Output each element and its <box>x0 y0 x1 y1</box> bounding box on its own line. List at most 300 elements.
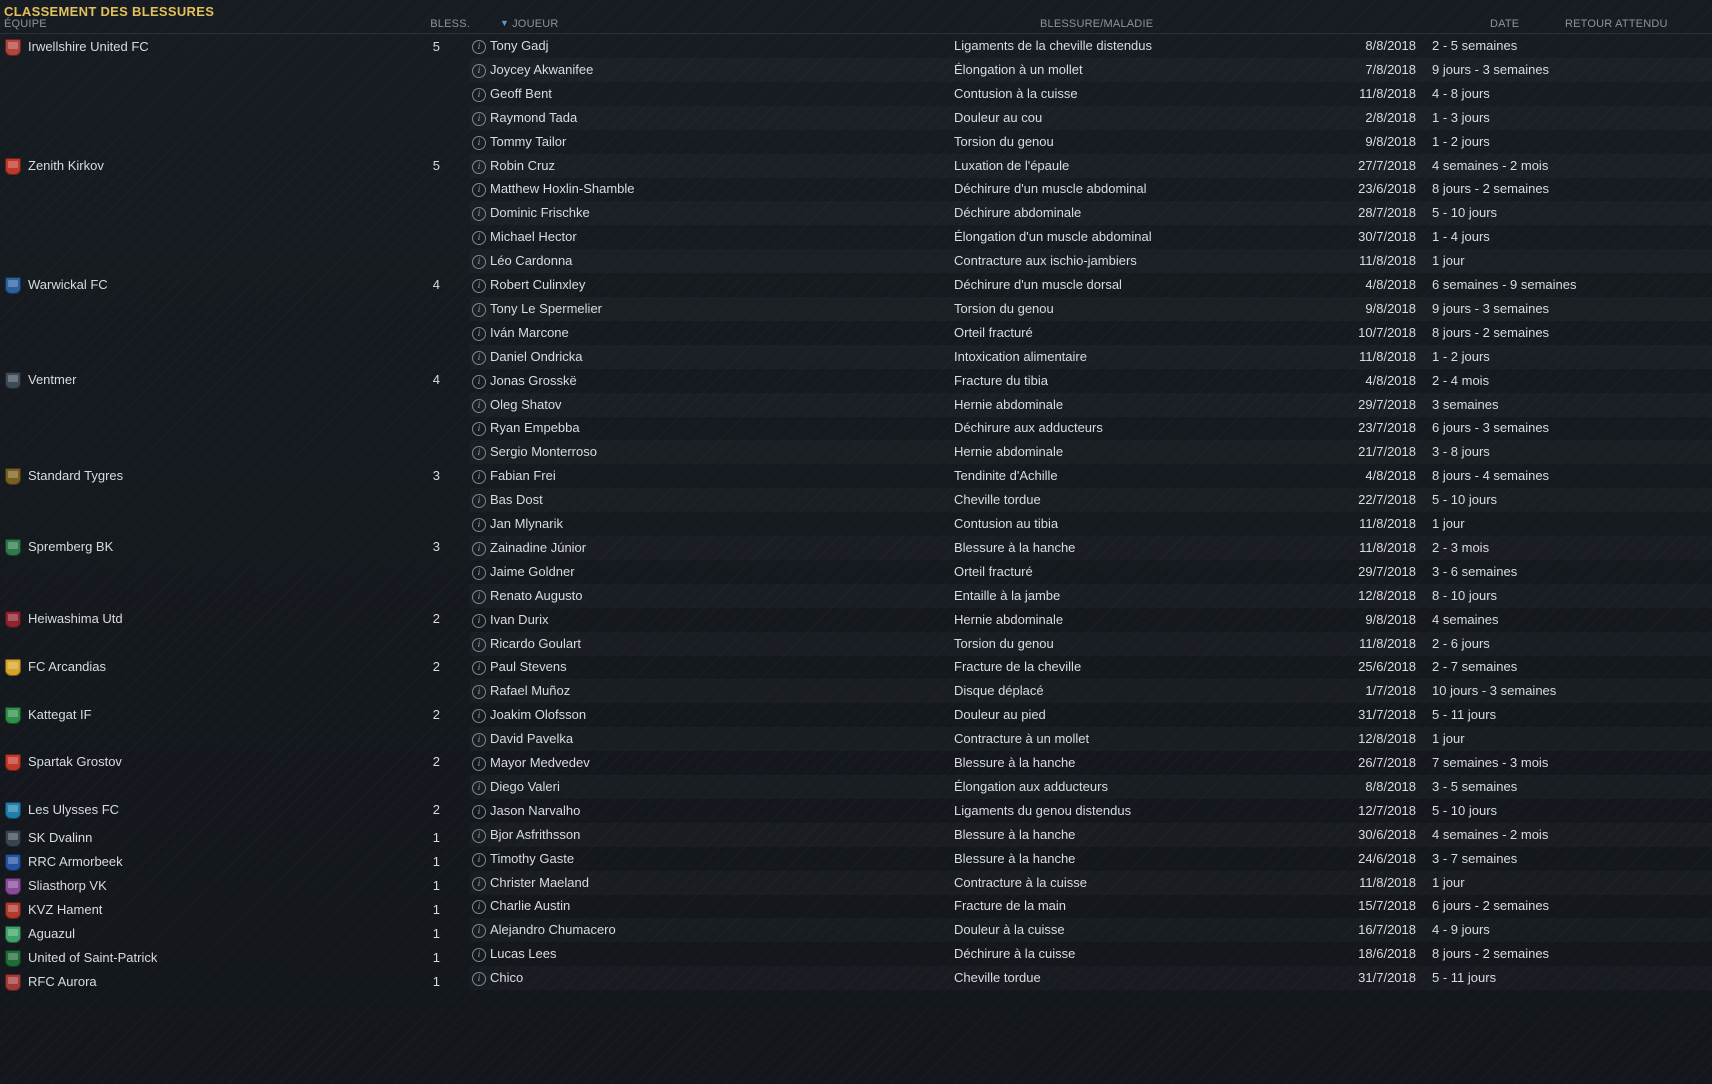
team-injury-count: 3 <box>432 468 440 483</box>
table-row[interactable] <box>470 942 1712 966</box>
player-name[interactable]: Christer Maeland <box>490 874 589 890</box>
table-row[interactable] <box>470 345 1712 369</box>
player-name[interactable]: Geoff Bent <box>490 85 552 101</box>
team-name[interactable]: FC Arcandias <box>28 659 107 674</box>
info-icon[interactable]: i <box>472 255 486 269</box>
expected-return: 7 semaines - 3 mois <box>1432 755 1549 770</box>
expected-return: 2 - 4 mois <box>1432 372 1490 388</box>
table-row[interactable] <box>470 655 1712 679</box>
player-name[interactable]: Paul Stevens <box>490 659 567 675</box>
injury-date: 11/8/2018 <box>1359 253 1416 269</box>
expected-return: 8 jours - 4 semaines <box>1432 468 1550 484</box>
player-name[interactable]: Robin Cruz <box>490 157 556 173</box>
info-icon[interactable]: i <box>472 685 486 699</box>
player-name[interactable]: Charlie Austin <box>490 898 571 914</box>
team-row[interactable] <box>0 797 470 823</box>
column-header-joueur-label: JOUEUR <box>512 18 559 30</box>
player-name[interactable]: Dominic Frischke <box>490 205 590 221</box>
team-row[interactable] <box>0 463 470 489</box>
team-row[interactable] <box>0 873 470 899</box>
team-row[interactable] <box>0 897 470 923</box>
injury-date: 29/7/2018 <box>1358 396 1416 412</box>
player-name[interactable]: Michael Hector <box>490 229 577 245</box>
team-name[interactable]: Kattegat IF <box>28 707 92 722</box>
player-name[interactable]: Renato Augusto <box>490 587 583 603</box>
table-row[interactable] <box>470 871 1712 895</box>
team-row[interactable] <box>0 34 470 60</box>
player-name[interactable]: Raymond Tada <box>490 109 578 125</box>
injury-date: 30/7/2018 <box>1358 229 1416 245</box>
expected-return: 1 jour <box>1432 731 1465 747</box>
expected-return: 1 - 2 jours <box>1432 133 1490 149</box>
info-icon[interactable]: i <box>472 638 486 652</box>
injury-description: Torsion du genou <box>954 635 1054 651</box>
expected-return: 2 - 5 semaines <box>1432 38 1518 53</box>
expected-return: 9 jours - 3 semaines <box>1432 300 1550 316</box>
info-icon[interactable]: i <box>472 542 486 556</box>
table-row[interactable] <box>470 512 1712 536</box>
team-row[interactable] <box>0 702 470 728</box>
injury-description: Hernie abdominale <box>954 611 1064 627</box>
injury-date: 11/8/2018 <box>1359 85 1416 101</box>
expected-return: 1 jour <box>1432 253 1465 269</box>
table-row[interactable] <box>470 775 1712 799</box>
team-row[interactable] <box>0 606 470 632</box>
player-name[interactable]: Fabian Frei <box>490 468 556 484</box>
injury-description: Cheville tordue <box>954 970 1041 986</box>
club-crest-icon <box>5 802 21 819</box>
player-name[interactable]: Zainadine Júnior <box>490 539 587 555</box>
injury-description: Hernie abdominale <box>954 444 1064 460</box>
injury-date: 11/8/2018 <box>1359 539 1416 555</box>
injury-description: Douleur au pied <box>954 707 1046 723</box>
player-name[interactable]: Joycey Akwanifee <box>490 61 594 77</box>
expected-return: 4 - 9 jours <box>1432 922 1490 938</box>
injury-date: 21/7/2018 <box>1358 444 1416 460</box>
team-row[interactable] <box>0 921 470 947</box>
injury-date: 8/8/2018 <box>1365 38 1416 53</box>
player-name[interactable]: Lucas Lees <box>490 946 557 962</box>
table-row[interactable] <box>470 751 1712 775</box>
player-name[interactable]: Rafael Muñoz <box>490 683 571 699</box>
team-row[interactable] <box>0 534 470 560</box>
injury-date: 9/8/2018 <box>1365 611 1416 627</box>
table-row[interactable] <box>470 894 1712 918</box>
team-injury-count: 2 <box>432 754 440 769</box>
table-row[interactable] <box>470 154 1712 178</box>
info-icon[interactable]: i <box>472 924 486 938</box>
club-crest-icon <box>5 854 21 871</box>
team-name[interactable]: SK Dvalinn <box>28 830 93 845</box>
club-crest-icon <box>5 707 21 724</box>
info-icon[interactable]: i <box>472 207 486 221</box>
team-injury-count: 3 <box>432 539 440 554</box>
club-crest-icon <box>5 926 21 943</box>
expected-return: 6 jours - 2 semaines <box>1432 898 1550 914</box>
injury-date: 12/7/2018 <box>1358 802 1416 818</box>
expected-return: 4 semaines <box>1432 611 1499 627</box>
team-injury-count: 1 <box>432 926 440 941</box>
injury-description: Intoxication alimentaire <box>954 348 1087 364</box>
expected-return: 1 jour <box>1432 516 1465 531</box>
expected-return: 5 - 11 jours <box>1432 970 1497 986</box>
club-crest-icon <box>5 539 21 556</box>
injury-description: Déchirure d'un muscle dorsal <box>954 277 1122 292</box>
team-name[interactable]: Warwickal FC <box>28 277 108 292</box>
table-row[interactable] <box>470 393 1712 417</box>
injury-description: Torsion du genou <box>954 133 1054 149</box>
table-row[interactable] <box>470 34 1712 58</box>
injury-date: 30/6/2018 <box>1358 826 1416 842</box>
table-row[interactable] <box>470 799 1712 823</box>
injury-description: Ligaments du genou distendus <box>954 802 1132 818</box>
team-name[interactable]: Heiwashima Utd <box>28 611 123 626</box>
team-row[interactable] <box>0 825 470 851</box>
team-name[interactable]: Aguazul <box>28 926 75 941</box>
table-row[interactable] <box>470 584 1712 608</box>
info-icon[interactable]: i <box>472 518 486 532</box>
column-header-blessure[interactable]: BLESSURE/MALADIE <box>1040 18 1154 30</box>
team-name[interactable]: Standard Tygres <box>28 468 124 483</box>
table-row[interactable] <box>470 273 1712 297</box>
club-crest-icon <box>5 830 21 847</box>
table-row[interactable] <box>470 847 1712 871</box>
table-row[interactable] <box>470 464 1712 488</box>
injury-description: Blessure à la hanche <box>954 539 1076 555</box>
injury-description: Ligaments de la cheville distendus <box>954 38 1153 53</box>
player-name[interactable]: Timothy Gaste <box>490 850 575 866</box>
player-name[interactable]: Oleg Shatov <box>490 396 562 412</box>
team-name[interactable]: Irwellshire United FC <box>28 39 149 54</box>
info-icon[interactable]: i <box>472 757 486 771</box>
injury-description: Déchirure abdominale <box>954 205 1082 221</box>
team-row[interactable] <box>0 153 470 179</box>
expected-return: 5 - 11 jours <box>1432 707 1497 723</box>
injury-description: Contracture à la cuisse <box>954 874 1087 890</box>
player-name[interactable]: Jan Mlynarik <box>490 516 563 531</box>
table-row[interactable] <box>470 727 1712 751</box>
info-icon[interactable]: i <box>472 183 486 197</box>
column-header-retour[interactable]: RETOUR ATTENDU <box>1565 18 1668 30</box>
column-header-bless[interactable]: BLESS. <box>430 18 470 30</box>
player-name[interactable]: Chico <box>490 970 524 986</box>
expected-return: 8 - 10 jours <box>1432 587 1498 603</box>
injury-date: 25/6/2018 <box>1358 659 1416 675</box>
injury-description: Torsion du genou <box>954 300 1054 316</box>
injury-description: Luxation de l'épaule <box>954 157 1070 173</box>
info-icon[interactable]: i <box>472 877 486 891</box>
expected-return: 4 semaines - 2 mois <box>1432 826 1549 842</box>
table-row[interactable] <box>470 536 1712 560</box>
table-row[interactable] <box>470 918 1712 942</box>
sort-descending-icon: ▼ <box>500 18 510 28</box>
info-icon[interactable]: i <box>472 279 486 293</box>
injury-date: 29/7/2018 <box>1358 563 1416 579</box>
player-name[interactable]: Robert Culinxley <box>490 277 586 292</box>
info-icon[interactable]: i <box>472 422 486 436</box>
info-icon[interactable]: i <box>472 112 486 126</box>
expected-return: 10 jours - 3 semaines <box>1432 683 1557 699</box>
player-name[interactable]: Léo Cardonna <box>490 253 573 269</box>
info-icon[interactable]: i <box>472 136 486 150</box>
table-row[interactable] <box>470 416 1712 440</box>
injury-date: 10/7/2018 <box>1358 324 1416 340</box>
injury-description: Entaille à la jambe <box>954 587 1061 603</box>
injury-description: Déchirure à la cuisse <box>954 946 1076 962</box>
info-icon[interactable]: i <box>472 64 486 78</box>
club-crest-icon <box>5 902 21 919</box>
info-icon[interactable]: i <box>472 470 486 484</box>
table-row[interactable] <box>470 488 1712 512</box>
table-row[interactable] <box>470 82 1712 106</box>
table-row[interactable] <box>470 321 1712 345</box>
expected-return: 2 - 6 jours <box>1432 635 1490 651</box>
injury-description: Élongation à un mollet <box>954 61 1083 77</box>
team-injury-count: 1 <box>432 878 440 893</box>
player-name[interactable]: Mayor Medvedev <box>490 755 590 770</box>
injury-date: 11/8/2018 <box>1359 516 1416 531</box>
team-injury-count: 1 <box>432 974 440 989</box>
injury-description: Contusion à la cuisse <box>954 85 1078 101</box>
info-icon[interactable]: i <box>472 160 486 174</box>
expected-return: 5 - 10 jours <box>1432 492 1498 508</box>
player-name[interactable]: Sergio Monterroso <box>490 444 597 460</box>
expected-return: 3 - 7 semaines <box>1432 850 1518 866</box>
team-name[interactable]: Sliasthorp VK <box>28 878 107 893</box>
player-name[interactable]: Tommy Tailor <box>490 133 567 149</box>
injury-date: 24/6/2018 <box>1358 850 1416 866</box>
club-crest-icon <box>5 468 21 485</box>
injury-date: 16/7/2018 <box>1358 922 1416 938</box>
team-name[interactable]: Zenith Kirkov <box>28 158 104 173</box>
info-icon[interactable]: i <box>472 590 486 604</box>
info-icon[interactable]: i <box>472 494 486 508</box>
injury-description: Orteil fracturé <box>954 563 1033 579</box>
team-injury-count: 5 <box>432 158 440 173</box>
table-row[interactable] <box>470 966 1712 990</box>
player-name[interactable]: Joakim Olofsson <box>490 707 587 723</box>
player-name[interactable]: Bjor Asfrithsson <box>490 826 581 842</box>
team-name[interactable]: RFC Aurora <box>28 974 97 989</box>
injury-date: 4/8/2018 <box>1365 277 1416 292</box>
table-row[interactable] <box>470 703 1712 727</box>
injury-description: Élongation aux adducteurs <box>954 778 1108 794</box>
injury-description: Disque déplacé <box>954 683 1044 699</box>
info-icon[interactable]: i <box>472 829 486 843</box>
expected-return: 2 - 3 mois <box>1432 539 1490 555</box>
injury-date: 11/8/2018 <box>1359 348 1416 364</box>
expected-return: 6 semaines - 9 semaines <box>1432 277 1577 292</box>
info-icon[interactable]: i <box>472 303 486 317</box>
info-icon[interactable]: i <box>472 88 486 102</box>
injury-date: 7/8/2018 <box>1365 61 1416 77</box>
injury-date: 23/6/2018 <box>1358 181 1416 197</box>
expected-return: 2 - 7 semaines <box>1432 659 1518 675</box>
injury-description: Blessure à la hanche <box>954 755 1076 770</box>
team-injury-count: 5 <box>432 39 440 54</box>
injury-date: 15/7/2018 <box>1358 898 1416 914</box>
expected-return: 1 - 2 jours <box>1432 348 1490 364</box>
player-name[interactable]: Matthew Hoxlin-Shamble <box>490 181 635 197</box>
expected-return: 8 jours - 2 semaines <box>1432 946 1550 962</box>
team-name[interactable]: Les Ulysses FC <box>28 802 120 817</box>
injury-date: 28/7/2018 <box>1358 205 1416 221</box>
club-crest-icon <box>5 950 21 967</box>
team-row[interactable] <box>0 749 470 775</box>
injury-date: 11/8/2018 <box>1359 635 1416 651</box>
table-row[interactable] <box>470 369 1712 393</box>
info-icon[interactable]: i <box>472 972 486 986</box>
injury-description: Cheville tordue <box>954 492 1041 508</box>
player-name[interactable]: Alejandro Chumacero <box>490 922 616 938</box>
injury-description: Douleur à la cuisse <box>954 922 1065 938</box>
player-name[interactable]: Diego Valeri <box>490 778 560 794</box>
team-list <box>0 34 470 1084</box>
table-row[interactable] <box>470 106 1712 130</box>
club-crest-icon <box>5 754 21 771</box>
column-header-joueur[interactable] <box>500 18 559 30</box>
info-icon[interactable]: i <box>472 781 486 795</box>
team-row[interactable] <box>0 945 470 971</box>
info-icon[interactable]: i <box>472 853 486 867</box>
injury-date: 12/8/2018 <box>1358 587 1416 603</box>
expected-return: 8 jours - 2 semaines <box>1432 324 1550 340</box>
player-name[interactable]: Tony Le Spermelier <box>490 300 602 316</box>
club-crest-icon <box>5 974 21 991</box>
injury-date: 4/8/2018 <box>1365 372 1416 388</box>
column-header-date[interactable]: DATE <box>1490 18 1520 30</box>
table-row[interactable] <box>470 632 1712 656</box>
injury-description: Fracture de la main <box>954 898 1066 914</box>
injury-description: Hernie abdominale <box>954 396 1064 412</box>
column-header-equipe[interactable]: ÉQUIPE <box>4 18 47 30</box>
table-row[interactable] <box>470 823 1712 847</box>
info-icon[interactable]: i <box>472 351 486 365</box>
player-name[interactable]: David Pavelka <box>490 731 574 747</box>
injury-description: Déchirure aux adducteurs <box>954 420 1103 436</box>
info-icon[interactable]: i <box>472 614 486 628</box>
info-icon[interactable]: i <box>472 327 486 341</box>
player-name[interactable]: Iván Marcone <box>490 324 569 340</box>
team-name[interactable]: Spartak Grostov <box>28 754 122 769</box>
team-row[interactable] <box>0 849 470 875</box>
team-injury-count: 2 <box>432 611 440 626</box>
info-icon[interactable]: i <box>472 566 486 580</box>
player-name[interactable]: Jonas Grosskë <box>490 372 577 388</box>
team-name[interactable]: United of Saint-Patrick <box>28 950 158 965</box>
info-icon[interactable]: i <box>472 40 486 54</box>
injury-date: 4/8/2018 <box>1365 468 1416 484</box>
club-crest-icon <box>5 372 21 389</box>
injury-description: Contusion au tibia <box>954 516 1059 531</box>
info-icon[interactable]: i <box>472 709 486 723</box>
club-crest-icon <box>5 659 21 676</box>
info-icon[interactable]: i <box>472 733 486 747</box>
team-name[interactable]: RRC Armorbeek <box>28 854 123 869</box>
team-name[interactable]: Spremberg BK <box>28 539 114 554</box>
table-row[interactable] <box>470 297 1712 321</box>
injury-description: Blessure à la hanche <box>954 826 1076 842</box>
team-injury-count: 1 <box>432 950 440 965</box>
injury-date: 23/7/2018 <box>1358 420 1416 436</box>
info-icon[interactable]: i <box>472 661 486 675</box>
club-crest-icon <box>5 158 21 175</box>
expected-return: 3 - 5 semaines <box>1432 778 1518 794</box>
player-name[interactable]: Tony Gadj <box>490 38 549 53</box>
player-name[interactable]: Ricardo Goulart <box>490 635 582 651</box>
team-injury-count: 2 <box>432 707 440 722</box>
info-icon[interactable]: i <box>472 900 486 914</box>
injury-date: 22/7/2018 <box>1358 492 1416 508</box>
table-row[interactable] <box>470 177 1712 201</box>
info-icon[interactable]: i <box>472 231 486 245</box>
club-crest-icon <box>5 39 21 56</box>
injury-date: 31/7/2018 <box>1358 707 1416 723</box>
player-name[interactable]: Jaime Goldner <box>490 563 575 579</box>
team-row[interactable] <box>0 367 470 393</box>
team-injury-count: 1 <box>432 854 440 869</box>
player-name[interactable]: Daniel Ondricka <box>490 348 583 364</box>
injury-description: Élongation d'un muscle abdominal <box>954 229 1152 245</box>
team-row[interactable] <box>0 654 470 680</box>
expected-return: 5 - 10 jours <box>1432 802 1498 818</box>
injury-description: Orteil fracturé <box>954 324 1033 340</box>
expected-return: 3 semaines <box>1432 396 1499 412</box>
table-row[interactable] <box>470 679 1712 703</box>
club-crest-icon <box>5 611 21 628</box>
expected-return: 3 - 6 semaines <box>1432 563 1518 579</box>
player-name[interactable]: Bas Dost <box>490 492 543 508</box>
injury-description: Déchirure d'un muscle abdominal <box>954 181 1147 197</box>
team-name[interactable]: Ventmer <box>28 372 77 387</box>
table-row[interactable] <box>470 130 1712 154</box>
table-row[interactable] <box>470 608 1712 632</box>
player-name[interactable]: Ryan Empebba <box>490 420 580 436</box>
injury-date: 9/8/2018 <box>1365 133 1416 149</box>
expected-return: 9 jours - 3 semaines <box>1432 61 1550 77</box>
club-crest-icon <box>5 277 21 294</box>
info-icon[interactable]: i <box>472 375 486 389</box>
injury-date: 11/8/2018 <box>1359 874 1416 890</box>
injury-date: 26/7/2018 <box>1358 755 1416 770</box>
team-row[interactable] <box>0 969 470 995</box>
expected-return: 1 - 4 jours <box>1432 229 1490 245</box>
expected-return: 1 jour <box>1432 874 1465 890</box>
table-row[interactable] <box>470 560 1712 584</box>
expected-return: 4 - 8 jours <box>1432 85 1490 101</box>
table-row[interactable] <box>470 249 1712 273</box>
team-injury-count: 2 <box>432 802 440 817</box>
injury-date: 9/8/2018 <box>1365 300 1416 316</box>
info-icon[interactable]: i <box>472 805 486 819</box>
injury-date: 8/8/2018 <box>1365 778 1416 794</box>
player-list <box>470 34 1712 1084</box>
team-name[interactable]: KVZ Hament <box>28 902 103 917</box>
team-row[interactable] <box>0 272 470 298</box>
player-name[interactable]: Ivan Durix <box>490 611 549 627</box>
table-row[interactable] <box>470 440 1712 464</box>
injury-date: 27/7/2018 <box>1358 157 1416 173</box>
table-row[interactable] <box>470 225 1712 249</box>
info-icon[interactable]: i <box>472 948 486 962</box>
player-name[interactable]: Jason Narvalho <box>490 802 581 818</box>
table-row[interactable] <box>470 201 1712 225</box>
expected-return: 3 - 8 jours <box>1432 444 1490 460</box>
table-row[interactable] <box>470 58 1712 82</box>
info-icon[interactable]: i <box>472 399 486 413</box>
expected-return: 1 - 3 jours <box>1432 109 1490 125</box>
info-icon[interactable]: i <box>472 446 486 460</box>
